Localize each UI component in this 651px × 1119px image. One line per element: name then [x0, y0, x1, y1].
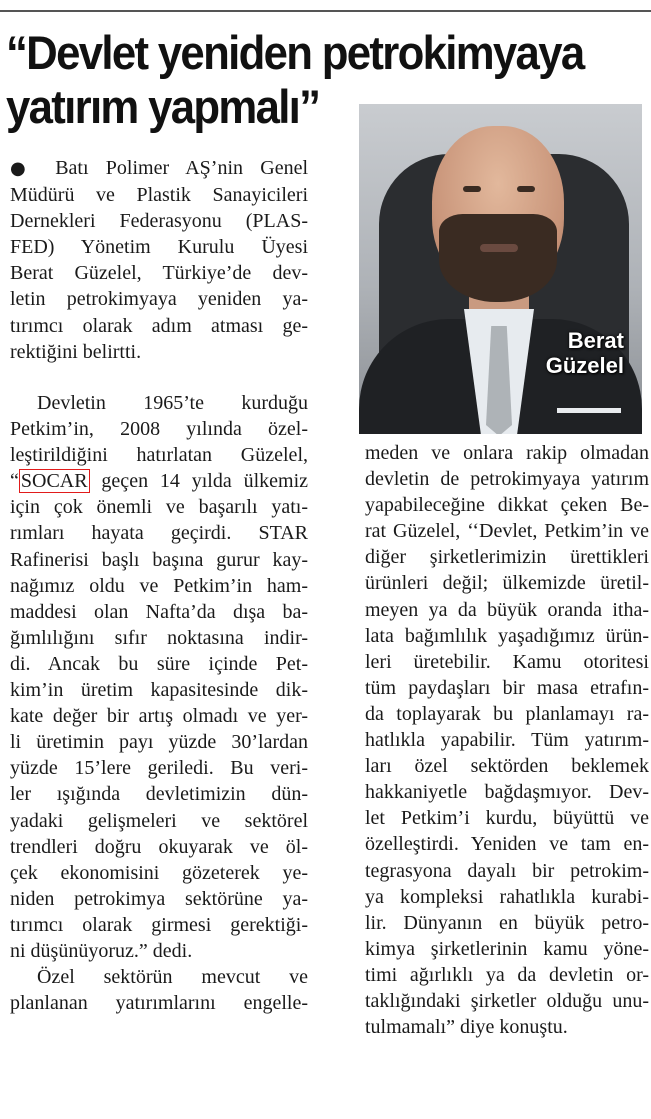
text-line: ğımlılığını sıfır noktasına indir- [10, 626, 308, 649]
text-line: hakkaniyetle bağdaşmıyor. Dev- [365, 781, 649, 804]
photo-mouth [480, 244, 518, 252]
text-line: ler ışığında devletimizin dün- [10, 783, 308, 806]
text-line: tegrasyona dayalı bir petrokim- [365, 859, 649, 882]
text-line: Dernekleri Federasyonu (PLAS- [10, 210, 308, 233]
text-line: kim’in üretim kapasitesinde dik- [10, 679, 308, 702]
text-line: meyen ya da büyük oranda itha- [365, 598, 649, 621]
text-line: çek ekonomisini gözeterek ye- [10, 861, 308, 884]
text-line: “ SOCAR geçen 14 yılda ülkemiz [10, 470, 308, 493]
text-line: Berat Güzelel, Türkiye’de dev- [10, 262, 308, 285]
text-line: Devletin 1965’te kurduğu [37, 392, 308, 414]
text-line: Özel sektörün mevcut ve [37, 966, 308, 989]
text-line: leştirildiğini hatırlatan Güzelel, [10, 444, 308, 467]
photo-beard [439, 214, 557, 302]
text-line: taklığındaki şirketler olduğu unu- [365, 989, 649, 1012]
text-line: meden ve onlara rakip olmadan [365, 442, 649, 464]
text-line: let Petkim’i kurdu, büyüttü ve [365, 807, 649, 830]
text-line: planlanan yatırımlarını engelle- [10, 992, 308, 1015]
text-line: yapabileceğine dikkat çeken Be- [365, 494, 649, 517]
text-line: Müdürü ve Plastik Sanayicileri [10, 184, 308, 207]
text-line: Petkim’in, 2008 yılında özel- [10, 418, 308, 441]
text-line: ni düşünüyoruz.” dedi. [10, 939, 193, 962]
paragraph-3-start [10, 964, 308, 1016]
headline-line: yatırım yapmalı” [6, 80, 320, 133]
text-line: niden petrokimya sektörüne ya- [10, 887, 308, 910]
text-line: için çok önemli ve başarılı yatı- [10, 496, 308, 519]
text-line: ● Batı Polimer AŞ’nin Genel [10, 157, 309, 179]
bullet-icon: ● [10, 158, 38, 179]
paragraph-3-continued [365, 440, 649, 1040]
text-line: timi ağırlıklı ya da devletin or- [365, 963, 649, 986]
text-line: tulmamalı” diye konuştu. [365, 1016, 568, 1039]
text-line: ya kompleksi rahatlıkla kurabi- [365, 885, 649, 908]
photo-caption [514, 328, 624, 378]
text-line: Rafinerisi başlı başına gurur kay- [10, 548, 308, 571]
text-line: hatlıkla yapabilir. Tüm yatırım- [365, 729, 649, 752]
text-line: tırımcı olarak girmesi gerektiği- [10, 913, 308, 936]
photo-pocket-square [557, 408, 621, 413]
text-line: yüzde 15’lere geriledi. Bu veri- [10, 757, 308, 780]
text-line: kimya şirketlerinin kamu yöne- [365, 937, 649, 960]
text-line: leri üretebilir. Kamu otoritesi [365, 650, 649, 673]
photo-eye [463, 186, 481, 192]
column-1-bottom [10, 390, 308, 1016]
text-line: trendleri doğru okuyarak ve öl- [10, 835, 308, 858]
socar-highlight: SOCAR [20, 470, 88, 493]
text-line: diğer şirketlerimizin ürettikleri [365, 546, 649, 569]
text-line: kate değer bir artış olmadı ve yer- [10, 705, 308, 728]
text-line: tüm paydaşları bir masa etrafın- [365, 676, 649, 699]
column-2 [365, 440, 649, 1040]
text-line: maddesi olan Nafta’da dışa ba- [10, 600, 308, 623]
text-line: rımları hayata geçirdi. STAR [10, 522, 308, 545]
text-line: ları özel sektörden beklemek [365, 755, 649, 778]
text-line: lir. Dünyanın en büyük petro- [365, 911, 649, 934]
photo-eye [517, 186, 535, 192]
text-line: di. Ancak bu süre içinde Pet- [10, 652, 308, 675]
column-1-top [10, 155, 308, 365]
text-line: devletin de petrokimyaya yatırım [365, 468, 649, 491]
text-line: rektiğini belirtti. [10, 340, 142, 363]
text-line: nağımız oldu ve Petkim’in ham- [10, 574, 308, 597]
text-line: özelleştirdi. Yeniden ve tam en- [365, 833, 649, 856]
text-line: yadaki gelişmeleri ve sektörel [10, 809, 308, 832]
text-line: da toplayarak bu planlamayı ra- [365, 702, 649, 725]
text-line: FED) Yönetim Kurulu Üyesi [10, 236, 308, 259]
text-line: li üretimin payı yüzde 30’lardan [10, 731, 308, 754]
caption-line: Güzelel [545, 353, 624, 378]
text-line: rat Güzelel, ‘‘Devlet, Petkim’in ve [365, 520, 649, 543]
caption-line: Berat [567, 328, 624, 353]
headline-line: “Devlet yeniden petrokimyaya [6, 26, 584, 79]
top-rule [0, 10, 651, 12]
text-line: lata bağımlılık yaşadığımız ürün- [365, 624, 649, 647]
text-line: tırımcı olarak adım atması ge- [10, 314, 308, 337]
portrait-photo [359, 104, 642, 434]
paragraph-2 [10, 390, 308, 964]
text-line: ürünleri değil; ülkemizde üretil- [365, 572, 649, 595]
paragraph-1 [10, 155, 308, 365]
text-line: letin petrokimyaya yeniden ya- [10, 288, 308, 311]
